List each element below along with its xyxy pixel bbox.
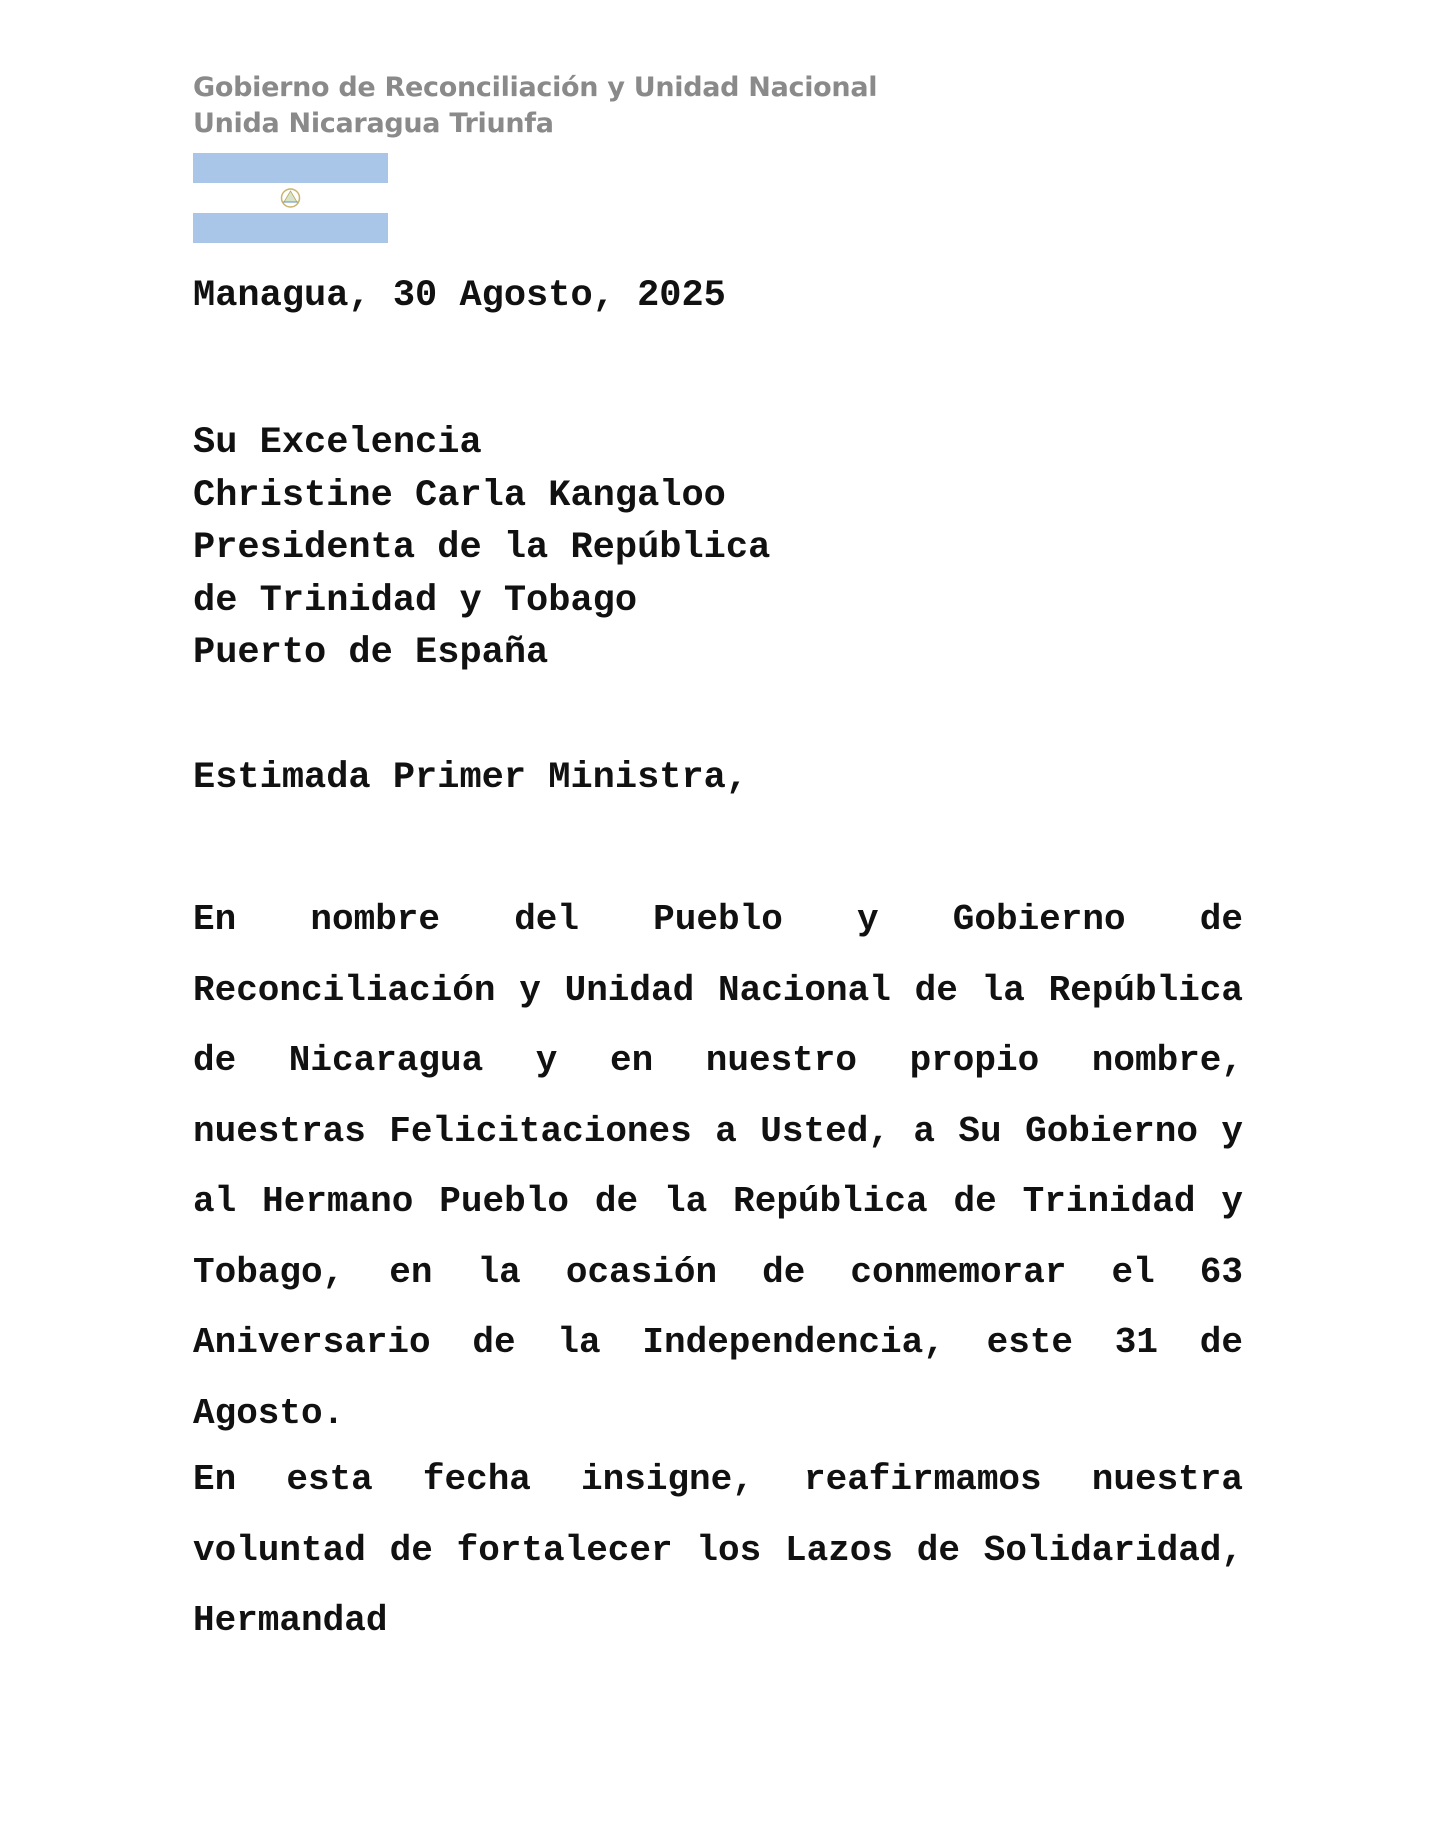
letter-date: Managua, 30 Agosto, 2025 [193,275,726,317]
body-paragraph: En esta fecha insigne, reafirmamos nuestra voluntad de fortalecer los Lazos de Solidaridad, Hermandad [193,1459,1243,1641]
letterhead-government-name: Gobierno de Reconciliación y Unidad Nacional [193,72,878,103]
salutation: Estimada Primer Ministra, [193,757,749,799]
body-paragraph: En nombre del Pueblo y Gobierno de Reconciliación y Unidad Nacional de la República de Nicaragua y en nuestro propio nombre, nuestras Felicitaciones a Usted, a Su Gobierno y al Hermano Pueblo de la República de Trinidad y Tobago, en la ocasión de conmemorar el 63 Aniversario de la Independencia, este 31 de Agosto. [193,899,1243,1434]
letterhead-slogan: Unida Nicaragua Triunfa [193,108,554,139]
recipient-city: Puerto de España [193,632,549,674]
recipient-block [193,417,770,680]
recipient-country: de Trinidad y Tobago [193,579,638,622]
recipient-position: Presidenta de la República [193,527,771,569]
recipient-name: Christine Carla Kangaloo [193,474,726,517]
recipient-title: Su Excelencia [193,422,482,464]
flag-top-stripe [193,153,388,183]
flag-bottom-stripe [193,213,388,243]
nicaragua-flag-icon [193,153,388,243]
letterhead [193,70,877,142]
